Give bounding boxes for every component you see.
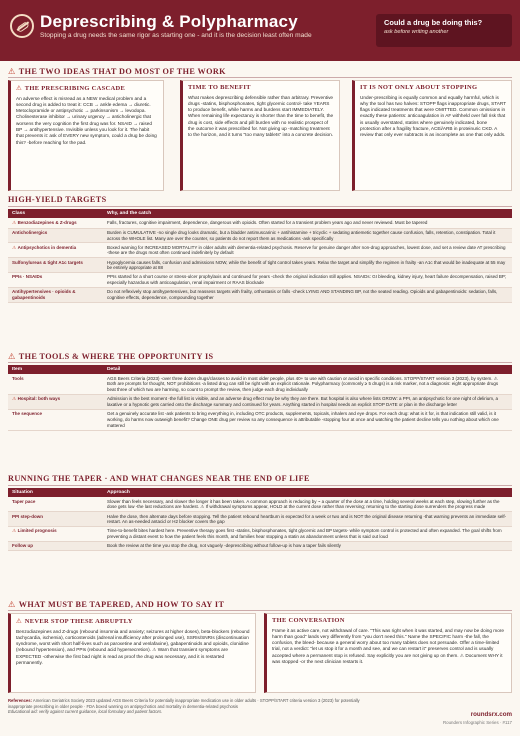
- table-row: [8, 258, 512, 273]
- warning-icon: ⚠: [12, 397, 18, 403]
- section-heading-taper: RUNNING THE TAPER · AND WHAT CHANGES NEAR THE END OF LIFE: [8, 474, 310, 483]
- divider: [8, 77, 512, 78]
- row-key: Taper pace: [8, 497, 103, 511]
- row-key: PPI step-down: [8, 512, 103, 527]
- row-key: PPIs · NSAIDs: [8, 273, 103, 288]
- page-subtitle: Stopping a drug needs the same rigor as starting one - and it is the decision least often made: [40, 32, 312, 39]
- row-detail: PPIs started for a short course or stress-ulcer prophylaxis and continued for years -check the original indication still applies. NSAIDs: GI bleeding, kidney injury, heart failure decompensation, raised BP; especially hazardous with anticoagulation, renal impairment or RAAS blockade: [103, 273, 512, 288]
- warning-icon: ⚠: [12, 529, 18, 535]
- table-row: [8, 512, 512, 527]
- row-key: Tools: [8, 374, 103, 394]
- warning-icon: ⚠: [12, 220, 18, 226]
- references-label: References:: [8, 698, 32, 703]
- section-heading-tapered: ⚠ WHAT MUST BE TAPERED, AND HOW TO SAY IT: [8, 599, 225, 609]
- column-header: Class: [8, 209, 103, 218]
- column-header: Item: [8, 365, 103, 374]
- row-key: Follow up: [8, 542, 103, 551]
- row-key: The sequence: [8, 409, 103, 430]
- card-body: Frame it as active care, not withdrawal of care. "This was right when it was started, and may now be doing more harm than good" lands very differently from "you don't need this." Name the SPECIFIC harm -the fall, the confusion, the bleed- because a general worry about too many tablets does not persuade. Offer a time-limited trial, not a verdict: "let us stop it for a month and see, and we can restart it" preserves control and is usually accepted where a permanent stop is refused. Say explicitly you are not giving up on them. ⚠ Document WHY it was stopped -or the next clinician restarts it.: [272, 627, 504, 665]
- section-heading-two-ideas: ⚠ THE TWO IDEAS THAT DO MOST OF THE WORK: [8, 66, 226, 76]
- table-row: [8, 243, 512, 258]
- column-header: Why, and the catch: [103, 209, 512, 218]
- warning-icon: ⚠: [8, 351, 16, 361]
- column-header: Approach: [103, 488, 512, 497]
- targets-table: [8, 209, 512, 303]
- callout-question: Could a drug be doing this?: [384, 18, 483, 27]
- tools-table: [8, 365, 512, 431]
- row-detail: Time-to-benefit bites hardest here. Preventive therapy goes first -statins, bisphosphonates, tight glycemic and BP targets- while symptom control is protected and often expanded. The goal shifts from preventing a distant event to how the patient feels this month, and families hear stopping a statin as abandonment unless that is said out loud: [103, 527, 512, 542]
- card-time-to-benefit: [180, 80, 340, 191]
- card-title: TIME TO BENEFIT: [188, 84, 251, 91]
- row-key: Sulfonylureas & tight A1c targets: [8, 258, 103, 273]
- section-heading-tools: ⚠ THE TOOLS & WHERE THE OPPORTUNITY IS: [8, 351, 214, 361]
- table-row: [8, 288, 512, 303]
- row-key: ⚠ Benzodiazepines & Z-drugs: [8, 218, 103, 228]
- card-title: ⚠ NEVER STOP THESE ABRUPTLY: [16, 617, 133, 625]
- divider: [8, 610, 512, 611]
- header-callout: [376, 14, 512, 47]
- brand-link[interactable]: roundsrx.com: [470, 711, 512, 718]
- row-key: ⚠ Hospital: both ways: [8, 395, 103, 410]
- section-heading-targets: HIGH-YIELD TARGETS: [8, 195, 107, 204]
- card-prescribing-cascade: [8, 80, 164, 191]
- row-detail: Halve the dose, then alternate days before stopping. Tell the patient rebound heartburn is expected for a week or two and is NOT the original disease returning -that warning prevents an immediate self-restart. An as-needed antacid or H2 blocker covers the gap: [103, 512, 512, 527]
- card-body: Under-prescribing is equally common and equally harmful, which is why the tool has two halves: STOPP flags inappropriate drugs, START flags indicated treatments that were OMITTED. Common omissions in exactly these patients: anticoagulation in AF withheld over fall risk that is usually overstated, statins where genuinely indicated, bone protection after a fragility fracture, ACEi/ARB in proteinuric CKD. A review that only ever subtracts is as incomplete as one that only adds.: [360, 94, 506, 138]
- card-title: THE CONVERSATION: [272, 617, 345, 624]
- column-header: Detail: [103, 365, 512, 374]
- series-label: Rounders Infographic Series · #117: [443, 720, 512, 725]
- card-title: IT IS NOT ONLY ABOUT STOPPING: [360, 84, 478, 91]
- row-detail: Admission is the best moment -the full list is visible, and an adverse drug effect may be why they are there. But hospital is also where lists GROW: a PPI, an antipsychotic for one night of delirium, a laxative or a hypnotic gets carried onto the discharge summary and continued for years. Anything started in hospital needs an explicit STOP DATE or plan in the discharge letter: [103, 395, 512, 410]
- table-row: [8, 527, 512, 542]
- table-row: [8, 409, 512, 430]
- divider: [8, 206, 512, 207]
- card-conversation: [264, 613, 512, 693]
- page-title: Deprescribing & Polypharmacy: [40, 12, 298, 31]
- row-detail: Falls, fractures, cognitive impairment, dependence, dangerous with opioids. Often started for a transient problem years ago and never reviewed. Must be tapered: [103, 218, 512, 228]
- table-row: [8, 497, 512, 511]
- table-row: [8, 273, 512, 288]
- table-row: [8, 395, 512, 410]
- divider: [8, 362, 512, 363]
- table-row: [8, 374, 512, 394]
- card-body: What makes deprescribing defensible rather than arbitrary. Preventive drugs -statins, bisphosphonates, tight glycemic control- take YEARS to produce benefit, while harms and burdens start IMMEDIATELY. When remaining life expectancy is shorter than the time to benefit, the drug is cost, side effects and pill burden with no realistic prospect of the outcome it was prescribed for. Not giving up -matching treatment to the horizon, and it turns "too many tablets" into a concrete decision.: [188, 94, 334, 138]
- row-detail: Get a genuinely accurate list -ask patients to bring everything in, including OTC products, supplements, topicals, inhalers and eye drops. For each drug: what is it for, is that indication still valid, is it working, do harms now outweigh benefit? Change ONE drug per review so any consequence is attributable -stopping four at once and watching the patient decline tells you nothing about which one mattered: [103, 409, 512, 430]
- card-not-only-stopping: [352, 80, 512, 191]
- callout-answer: ask before writing another: [384, 28, 449, 35]
- warning-icon: ⚠: [16, 84, 25, 92]
- row-detail: Do not reflexively stop antihypertensives, but reassess targets with frailty, orthostasis or falls -check LYING AND STANDING BP, not the seated reading. Opioids and gabapentinoids: sedation, falls, cognitive effects, dependence, compounding together: [103, 288, 512, 303]
- card-body: Benzodiazepines and Z-drugs (rebound insomnia and anxiety; seizures at higher doses), beta-blockers (rebound tachycardia, ischemia), corticosteroids (adrenal insufficiency after prolonged use), SSRIs/SNRIs (discontinuation syndrome, worst with short half-lives such as paroxetine and venlafaxine), gabapentinoids and opioids, clonidine (rebound hypertension), and PPIs (rebound acid hypersecretion). ⚠ Warn that transient symptoms are EXPECTED -otherwise the first bad night is read as proof the drug was necessary, and it is restarted permanently.: [16, 628, 250, 666]
- row-key: Anticholinergics: [8, 228, 103, 243]
- disclaimer: Educational aid: verify against current guidance, local formulary and patient factors.: [8, 709, 163, 715]
- row-detail: Book the review at the time you stop the drug, not vaguely -deprescribing without follow-up is how a taper fails silently: [103, 542, 512, 551]
- column-header: Situation: [8, 488, 103, 497]
- row-detail: AGS Beers Criteria (2023) -over three dozen drugs/classes to avoid in most older people, plus 40+ to use with caution or avoid in specific conditions. STOPP/START version 3 (2023), by system. ⚠ Both are prompts for thought, NOT prohibitions -a listed drug can still be right with an explicit rationale. Polypharmacy (commonly ≥ 5 drugs) is a risk marker, not a diagnosis: eight appropriate drugs beat three of which two are harming, so count to prompt the review, then judge each drug individually: [103, 374, 512, 394]
- references-text: American Geriatrics Society 2023 updated AGS Beers Criteria for potentially inappropriate medication use in older adults · STOPP/START criteria version 3 (2023) for potentially inappropriate prescribing in older people · FDA boxed warning on antipsychotics and mortality in dementia-related psychosis: [8, 698, 360, 709]
- warning-icon: ⚠: [16, 617, 25, 625]
- row-detail: Hypoglycemia causes falls, confusion and admissions NOW, while the benefit of tight control takes years. Relax the target and simplify the regimen in frailty -an A1c that would be inadequate at 55 may be entirely appropriate at 88: [103, 258, 512, 273]
- row-detail: Boxed warning for INCREASED MORTALITY in older adults with dementia-related psychosis. Reserve for genuine danger after non-drug approaches, lowest dose, and set a review date AT prescribing -these are the drugs most often continued indefinitely by default: [103, 243, 512, 258]
- divider: [8, 485, 512, 486]
- table-row: [8, 218, 512, 228]
- row-key: Antihypertensives · opioids & gabapentinoids: [8, 288, 103, 303]
- row-key: ⚠ Antipsychotics in dementia: [8, 243, 103, 258]
- card-body: An adverse effect is misread as a NEW medical problem and a second drug is added to treat it: CCB → ankle edema → diuretic. Metoclopramide or antipsychotic → parkinsonism → levodopa. Cholinesterase inhibitor → urinary urgency → anticholinergic that worsens the very cognition the first drug was for. NSAID → raised BP → antihypertensive. Invisible unless you look for it. The habit that prevents it: ask of EVERY new symptom, could a drug be doing this? -before reaching for the pad.: [16, 95, 157, 145]
- card-title: ⚠ THE PRESCRIBING CASCADE: [16, 84, 126, 92]
- card-never-stop-abruptly: [8, 613, 256, 693]
- row-detail: Burden is CUMULATIVE -no single drug looks dramatic, but a bladder antimuscarinic + antihistamine + tricyclic + sedating antiemetic together cause confusion, falls, retention, constipation. Total it across the WHOLE list. Many are over the counter, so patients do not report them as medications -ask specifically: [103, 228, 512, 243]
- row-key: ⚠ Limited prognosis: [8, 527, 103, 542]
- row-detail: Slower than feels necessary, and slower the longer it has been taken. A common approach is reducing by ~ a quarter of the dose at a time, holding several weeks at each step, slowing further as the dose gets low -the last reductions are hardest. ⚠ If withdrawal symptoms appear, HOLD at the current dose rather than reversing; returning to the starting dose surrenders the progress made: [103, 497, 512, 511]
- warning-icon: ⚠: [8, 599, 16, 609]
- warning-icon: ⚠: [12, 245, 18, 251]
- table-row: [8, 228, 512, 243]
- table-row: [8, 542, 512, 551]
- references: [8, 698, 378, 715]
- pill-slash-icon: [10, 14, 34, 38]
- warning-icon: ⚠: [8, 66, 16, 76]
- taper-table: [8, 488, 512, 551]
- header-banner: [0, 0, 520, 61]
